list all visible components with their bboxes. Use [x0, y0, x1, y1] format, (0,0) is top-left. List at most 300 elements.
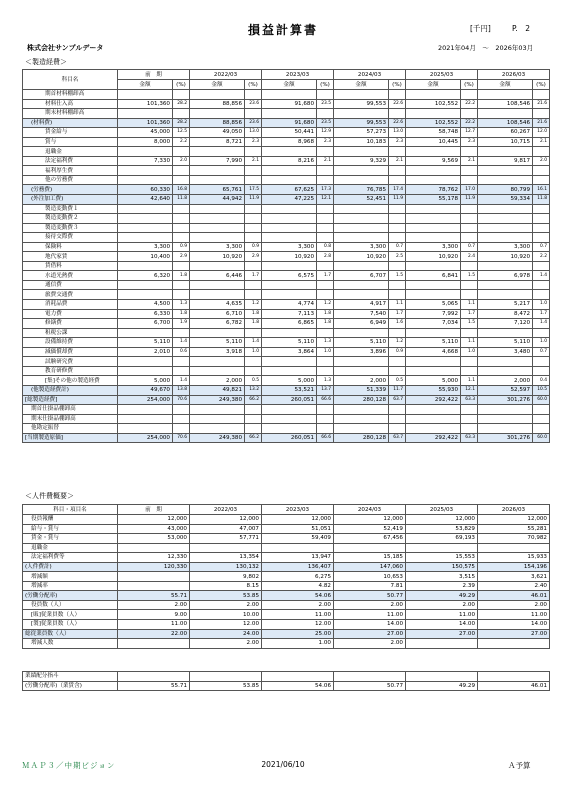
table-row — [23, 223, 550, 233]
value-cell: 15,553 — [406, 553, 478, 563]
percent-cell — [317, 357, 334, 367]
percent-cell: 2.9 — [173, 252, 190, 262]
amount-cell — [190, 290, 245, 300]
percent-cell — [533, 357, 550, 367]
percent-cell: 1.7 — [317, 271, 334, 281]
percent-cell: 1.8 — [317, 319, 334, 329]
percent-cell — [245, 223, 262, 233]
amount-cell: 9,569 — [406, 156, 461, 166]
row-label: 法定福利費 — [23, 156, 118, 166]
amount-cell: 3,864 — [262, 347, 317, 357]
amount-cell: 6,710 — [190, 309, 245, 319]
amount-cell: 8,968 — [262, 137, 317, 147]
percent-cell — [389, 366, 406, 376]
row-label: 退職金 — [23, 147, 118, 157]
value-cell: 51,051 — [262, 524, 334, 534]
amount-cell: 4,774 — [262, 300, 317, 310]
value-cell: 2.00 — [334, 600, 406, 610]
percent-cell — [389, 214, 406, 224]
amount-cell — [190, 366, 245, 376]
amount-cell: 5,000 — [262, 376, 317, 386]
percent-cell — [533, 90, 550, 100]
amount-cell — [406, 424, 461, 434]
row-label: 製造変動費２ — [23, 214, 118, 224]
amount-cell — [406, 175, 461, 185]
row-label: (外注加工費) — [23, 195, 118, 205]
amount-cell — [118, 204, 173, 214]
amount-cell: 58,748 — [406, 128, 461, 138]
row-label: 賃借料 — [23, 261, 118, 271]
amount-cell: 78,762 — [406, 185, 461, 195]
percent-cell: 1.8 — [173, 309, 190, 319]
percent-cell — [173, 109, 190, 119]
percent-cell — [317, 424, 334, 434]
amount-cell — [406, 166, 461, 176]
percent-cell — [533, 328, 550, 338]
value-cell: 2.00 — [334, 639, 406, 649]
amount-cell: 57,273 — [334, 128, 389, 138]
amount-cell — [190, 147, 245, 157]
percent-cell: 16.8 — [173, 185, 190, 195]
amount-cell — [334, 280, 389, 290]
amount-cell — [190, 175, 245, 185]
amount-cell: 91,680 — [262, 99, 317, 109]
amount-cell: 260,051 — [262, 433, 317, 443]
value-cell: 43,000 — [118, 524, 190, 534]
percent-cell: 22.6 — [389, 118, 406, 128]
percent-cell — [317, 261, 334, 271]
percent-cell: 2.3 — [317, 137, 334, 147]
amount-cell: 254,000 — [118, 433, 173, 443]
value-cell: 11.00 — [262, 610, 334, 620]
amount-cell: 3,300 — [334, 242, 389, 252]
amount-cell — [478, 424, 533, 434]
amount-cell — [262, 166, 317, 176]
row-label: 試験研究費 — [23, 357, 118, 367]
percent-cell: 0.9 — [245, 242, 262, 252]
amount-cell — [118, 280, 173, 290]
percent-cell: 1.1 — [461, 376, 478, 386]
value-cell — [118, 543, 190, 553]
value-cell: 12,000 — [406, 515, 478, 525]
value-cell: 55.71 — [118, 681, 190, 691]
amount-cell — [118, 175, 173, 185]
amount-cell — [334, 204, 389, 214]
row-label: 製造変動費３ — [23, 223, 118, 233]
percent-cell: 66.2 — [245, 395, 262, 405]
amount-cell: 6,707 — [334, 271, 389, 281]
amount-cell: 76,785 — [334, 185, 389, 195]
column-header-item: 科目名 — [23, 70, 118, 90]
row-label: 保険料 — [23, 242, 118, 252]
amount-cell — [262, 109, 317, 119]
value-cell: 14.00 — [334, 620, 406, 630]
percent-cell — [245, 366, 262, 376]
column-header-year: 2022/03 — [190, 70, 262, 80]
column-header-percent: (%) — [317, 80, 334, 90]
amount-cell — [262, 405, 317, 415]
amount-cell — [334, 175, 389, 185]
performance-allocation-table — [22, 671, 550, 691]
footer-app-name: ＭＡＰ３／中期ビジョン — [22, 761, 116, 770]
percent-cell: 23.5 — [317, 118, 334, 128]
percent-cell — [389, 175, 406, 185]
report-title: 損益計算書 — [247, 23, 318, 37]
row-label: 教育研修費 — [23, 366, 118, 376]
amount-cell — [118, 147, 173, 157]
percent-cell — [245, 147, 262, 157]
percent-cell — [317, 90, 334, 100]
amount-cell — [478, 175, 533, 185]
percent-cell: 66.2 — [245, 433, 262, 443]
percent-cell — [317, 280, 334, 290]
amount-cell — [262, 175, 317, 185]
percent-cell: 1.4 — [173, 338, 190, 348]
amount-cell: 49,670 — [118, 385, 173, 395]
row-label: 旅費交通費 — [23, 290, 118, 300]
percent-cell — [461, 357, 478, 367]
amount-cell: 3,300 — [478, 242, 533, 252]
percent-cell — [245, 357, 262, 367]
amount-cell: 6,330 — [118, 309, 173, 319]
percent-cell: 2.2 — [173, 137, 190, 147]
column-header-amount: 金額 — [190, 80, 245, 90]
amount-cell — [262, 214, 317, 224]
amount-cell: 10,715 — [478, 137, 533, 147]
value-cell: 136,407 — [262, 562, 334, 572]
amount-cell — [334, 366, 389, 376]
value-cell: 46.01 — [478, 591, 550, 601]
amount-cell — [406, 261, 461, 271]
table-row — [23, 137, 550, 147]
percent-cell: 63.3 — [461, 395, 478, 405]
percent-cell — [317, 366, 334, 376]
amount-cell: 254,000 — [118, 395, 173, 405]
percent-cell — [317, 328, 334, 338]
percent-cell — [461, 328, 478, 338]
percent-cell: 1.4 — [533, 319, 550, 329]
row-label: 地代家賃 — [23, 252, 118, 262]
percent-cell — [317, 414, 334, 424]
percent-cell: 2.3 — [245, 137, 262, 147]
percent-cell: 12.5 — [173, 128, 190, 138]
table-row — [23, 581, 550, 591]
table-row — [23, 366, 550, 376]
percent-cell — [245, 204, 262, 214]
row-label: 他勘定振替 — [23, 424, 118, 434]
amount-cell — [478, 233, 533, 243]
amount-cell: 6,446 — [190, 271, 245, 281]
amount-cell — [118, 424, 173, 434]
percent-cell — [173, 328, 190, 338]
column-header-year: 前 期 — [118, 70, 190, 80]
amount-cell: 280,128 — [334, 395, 389, 405]
table-row — [23, 600, 550, 610]
percent-cell — [245, 405, 262, 415]
percent-cell: 13.0 — [245, 128, 262, 138]
value-cell: 2.40 — [478, 581, 550, 591]
percent-cell — [389, 90, 406, 100]
value-cell: 10.00 — [190, 610, 262, 620]
personnel-cost-table — [22, 504, 550, 649]
column-header-year: 2026/03 — [478, 70, 550, 80]
amount-cell — [190, 166, 245, 176]
amount-cell: 101,360 — [118, 118, 173, 128]
percent-cell: 2.1 — [317, 156, 334, 166]
amount-cell — [262, 223, 317, 233]
percent-cell — [317, 166, 334, 176]
percent-cell — [317, 175, 334, 185]
row-label: 法定福利費等 — [23, 553, 118, 563]
amount-cell: 5,110 — [190, 338, 245, 348]
row-label: [製]従業員数（人） — [23, 620, 118, 630]
value-cell: 27.00 — [334, 629, 406, 639]
amount-cell — [334, 414, 389, 424]
percent-cell: 11.8 — [533, 195, 550, 205]
value-cell: 7.81 — [334, 581, 406, 591]
amount-cell: 47,225 — [262, 195, 317, 205]
column-header-year: 2024/03 — [334, 505, 406, 515]
percent-cell — [461, 204, 478, 214]
table-row — [23, 534, 550, 544]
percent-cell — [461, 290, 478, 300]
percent-cell — [389, 280, 406, 290]
amount-cell: 6,978 — [478, 271, 533, 281]
table-row — [23, 553, 550, 563]
percent-cell — [317, 290, 334, 300]
column-header-item: 科目・項目名 — [23, 505, 118, 515]
value-cell: 13,947 — [262, 553, 334, 563]
value-cell — [334, 672, 406, 682]
table-header-row — [23, 505, 550, 515]
percent-cell — [389, 109, 406, 119]
row-label: 製造変動費１ — [23, 204, 118, 214]
value-cell: 25.00 — [262, 629, 334, 639]
table-row — [23, 681, 550, 691]
column-header-year: 2023/03 — [262, 70, 334, 80]
percent-cell — [533, 223, 550, 233]
percent-cell: 60.0 — [533, 395, 550, 405]
percent-cell — [389, 223, 406, 233]
value-cell: 15,185 — [334, 553, 406, 563]
percent-cell — [173, 357, 190, 367]
amount-cell — [478, 261, 533, 271]
amount-cell — [190, 109, 245, 119]
percent-cell: 1.4 — [173, 376, 190, 386]
amount-cell: 101,360 — [118, 99, 173, 109]
amount-cell — [406, 214, 461, 224]
percent-cell — [173, 280, 190, 290]
value-cell: 147,060 — [334, 562, 406, 572]
table-row — [23, 562, 550, 572]
value-cell: 8.15 — [190, 581, 262, 591]
table-row — [23, 118, 550, 128]
percent-cell — [533, 414, 550, 424]
column-header-year: 2025/03 — [406, 505, 478, 515]
table-row — [23, 672, 550, 682]
percent-cell: 1.2 — [245, 300, 262, 310]
unit-label: [千円] — [470, 24, 491, 33]
amount-cell — [406, 290, 461, 300]
amount-cell — [334, 290, 389, 300]
amount-cell: 2,000 — [478, 376, 533, 386]
column-header-amount: 金額 — [262, 80, 317, 90]
percent-cell: 22.6 — [389, 99, 406, 109]
value-cell: 46.01 — [478, 681, 550, 691]
percent-cell: 1.7 — [245, 271, 262, 281]
percent-cell: 12.0 — [533, 128, 550, 138]
row-label: [集]その他の製造経費 — [23, 376, 118, 386]
value-cell: 11.00 — [334, 610, 406, 620]
table-header-row — [23, 70, 550, 80]
value-cell: 2.00 — [262, 600, 334, 610]
amount-cell: 42,640 — [118, 195, 173, 205]
percent-cell: 12.1 — [461, 385, 478, 395]
table-row — [23, 385, 550, 395]
value-cell — [406, 639, 478, 649]
percent-cell: 2.3 — [461, 137, 478, 147]
percent-cell: 1.4 — [533, 271, 550, 281]
percent-cell: 2.1 — [533, 137, 550, 147]
percent-cell: 1.0 — [245, 347, 262, 357]
value-cell: 14.00 — [406, 620, 478, 630]
percent-cell: 1.4 — [245, 338, 262, 348]
amount-cell — [478, 357, 533, 367]
amount-cell — [478, 223, 533, 233]
amount-cell — [478, 280, 533, 290]
percent-cell: 63.7 — [389, 395, 406, 405]
percent-cell: 11.7 — [389, 385, 406, 395]
percent-cell: 17.0 — [461, 185, 478, 195]
percent-cell: 21.6 — [533, 99, 550, 109]
amount-cell — [478, 414, 533, 424]
column-header-year: 2024/03 — [334, 70, 406, 80]
percent-cell: 1.1 — [461, 338, 478, 348]
amount-cell: 4,917 — [334, 300, 389, 310]
column-header-year: 前 期 — [118, 505, 190, 515]
row-label: 設備維持費 — [23, 338, 118, 348]
percent-cell: 13.0 — [389, 128, 406, 138]
percent-cell — [317, 223, 334, 233]
table-row — [23, 639, 550, 649]
percent-cell: 60.0 — [533, 433, 550, 443]
percent-cell: 1.7 — [389, 309, 406, 319]
value-cell: 4.82 — [262, 581, 334, 591]
percent-cell — [533, 280, 550, 290]
table-row — [23, 433, 550, 443]
percent-cell — [317, 214, 334, 224]
row-label: 退職金 — [23, 543, 118, 553]
amount-cell — [334, 261, 389, 271]
amount-cell: 59,334 — [478, 195, 533, 205]
table-row — [23, 357, 550, 367]
table-row — [23, 591, 550, 601]
percent-cell — [389, 147, 406, 157]
amount-cell: 44,942 — [190, 195, 245, 205]
amount-cell: 3,918 — [190, 347, 245, 357]
value-cell: 6,275 — [262, 572, 334, 582]
row-label: 材料仕入高 — [23, 99, 118, 109]
value-cell: 70,982 — [478, 534, 550, 544]
percent-cell — [245, 328, 262, 338]
amount-cell — [334, 233, 389, 243]
amount-cell: 88,856 — [190, 99, 245, 109]
percent-cell: 2.0 — [173, 156, 190, 166]
amount-cell: 3,480 — [478, 347, 533, 357]
value-cell: 12.00 — [262, 620, 334, 630]
amount-cell: 10,445 — [406, 137, 461, 147]
percent-cell — [461, 414, 478, 424]
percent-cell — [533, 405, 550, 415]
amount-cell — [118, 366, 173, 376]
table-row — [23, 319, 550, 329]
amount-cell — [118, 223, 173, 233]
value-cell: 50.77 — [334, 591, 406, 601]
value-cell: 2.00 — [478, 600, 550, 610]
percent-cell — [245, 175, 262, 185]
percent-cell — [245, 214, 262, 224]
value-cell: 47,007 — [190, 524, 262, 534]
percent-cell: 1.5 — [461, 271, 478, 281]
value-cell: 2.00 — [190, 639, 262, 649]
percent-cell — [533, 109, 550, 119]
percent-cell: 12.1 — [317, 195, 334, 205]
percent-cell: 11.9 — [389, 195, 406, 205]
percent-cell — [173, 233, 190, 243]
value-cell — [262, 543, 334, 553]
row-label: (人件費計) — [23, 562, 118, 572]
row-label: 役員数（人） — [23, 600, 118, 610]
amount-cell: 3,300 — [190, 242, 245, 252]
row-label: [販]従業員数（人） — [23, 610, 118, 620]
percent-cell: 0.7 — [533, 347, 550, 357]
percent-cell — [461, 166, 478, 176]
amount-cell: 7,034 — [406, 319, 461, 329]
value-cell: 24.00 — [190, 629, 262, 639]
amount-cell — [478, 214, 533, 224]
amount-cell: 102,552 — [406, 118, 461, 128]
amount-cell: 6,700 — [118, 319, 173, 329]
section-manufacturing-costs: ＜製造経費＞ — [25, 58, 67, 66]
percent-cell: 2.1 — [389, 156, 406, 166]
value-cell: 55.71 — [118, 591, 190, 601]
amount-cell: 3,300 — [406, 242, 461, 252]
percent-cell — [317, 109, 334, 119]
amount-cell — [406, 366, 461, 376]
percent-cell — [461, 405, 478, 415]
table-row — [23, 195, 550, 205]
amount-cell: 49,821 — [190, 385, 245, 395]
percent-cell: 1.1 — [461, 300, 478, 310]
column-header-year: 2022/03 — [190, 505, 262, 515]
value-cell: 120,330 — [118, 562, 190, 572]
amount-cell: 45,000 — [118, 128, 173, 138]
value-cell: 150,575 — [406, 562, 478, 572]
column-header-year: 2026/03 — [478, 505, 550, 515]
column-header-amount: 金額 — [406, 80, 461, 90]
column-header-percent: (%) — [389, 80, 406, 90]
percent-cell: 2.1 — [461, 156, 478, 166]
table-row — [23, 572, 550, 582]
amount-cell — [262, 204, 317, 214]
amount-cell — [118, 90, 173, 100]
percent-cell: 1.5 — [389, 271, 406, 281]
row-label: 電力費 — [23, 309, 118, 319]
value-cell: 12,000 — [262, 515, 334, 525]
percent-cell: 1.3 — [317, 338, 334, 348]
amount-cell — [190, 223, 245, 233]
percent-cell: 13.8 — [173, 385, 190, 395]
